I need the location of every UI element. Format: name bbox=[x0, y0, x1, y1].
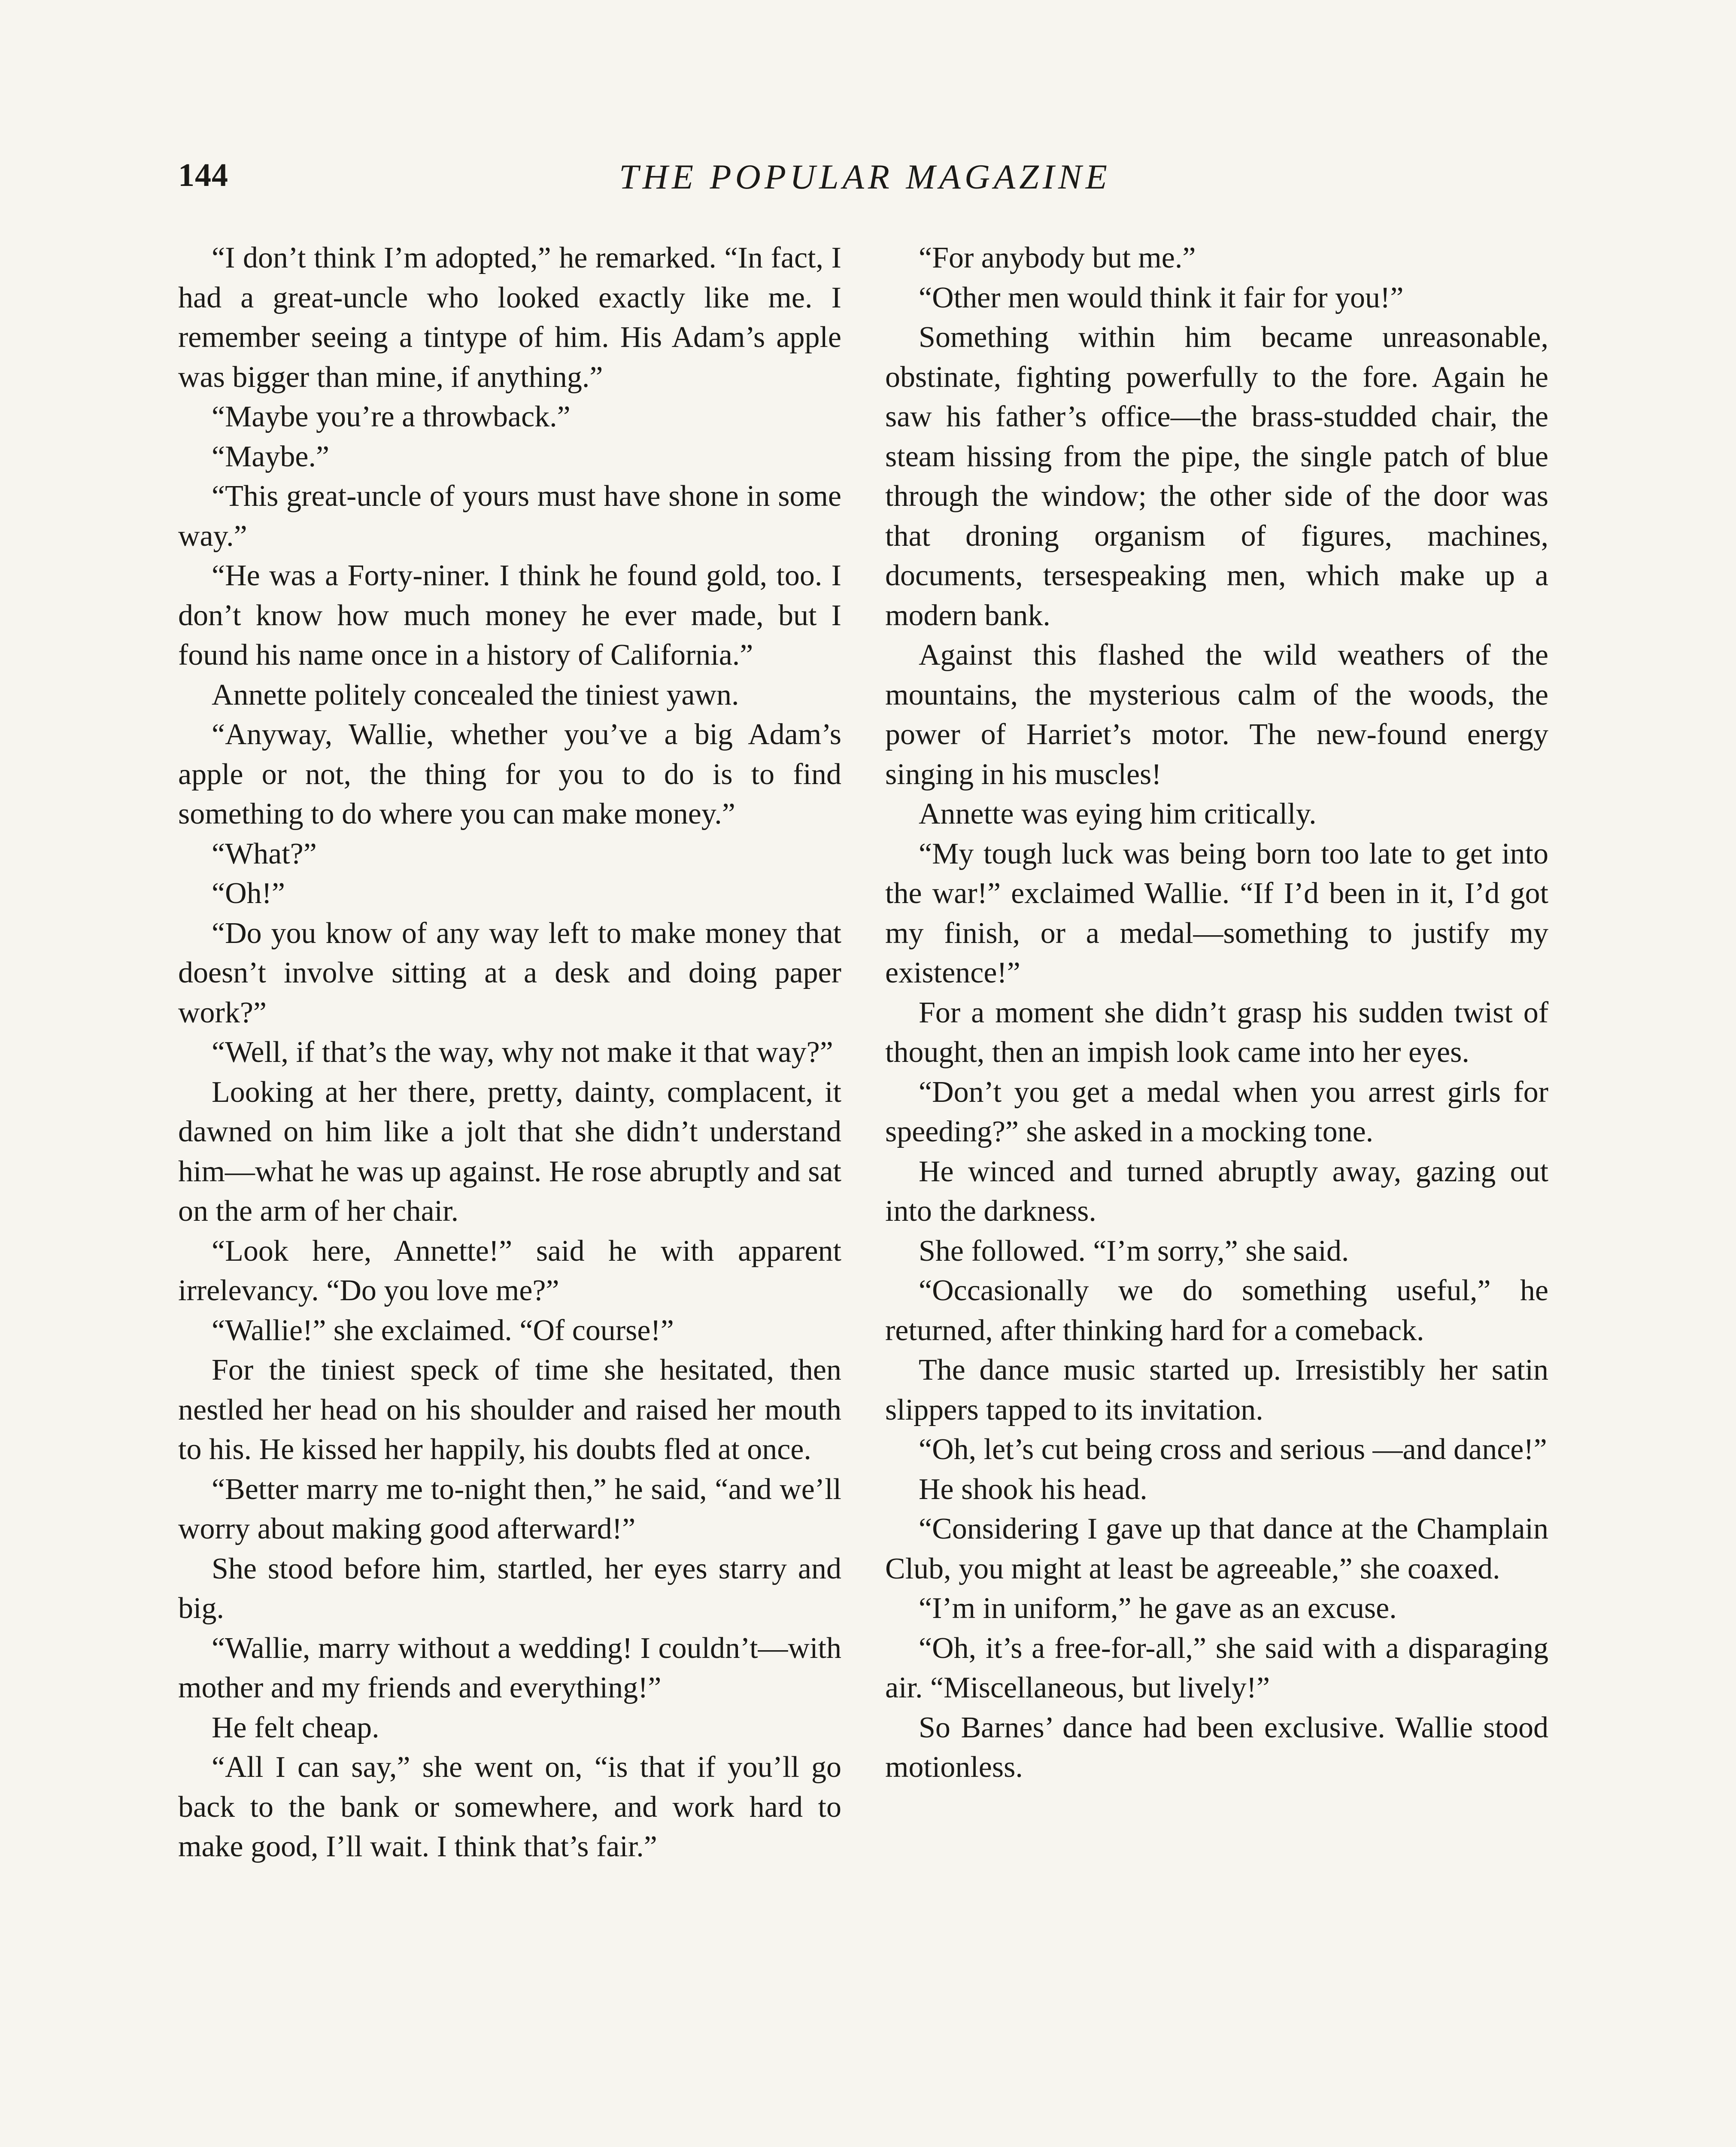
running-title: THE POPULAR MAGAZINE bbox=[619, 157, 1111, 196]
page-number: 144 bbox=[178, 157, 228, 193]
paragraph: “I don’t think I’m adopted,” he remarked. “In fact, I had a great-uncle who looked exactly like me. I remember seeing a tintype of him. His Adam’s apple was bigger than mine, if anything.” bbox=[178, 241, 841, 394]
paragraph: Something within him became unreasonable, obstinate, fighting powerfully to the fore. Again he saw his father’s office—the brass-studded chair, the steam hissing from the pipe, the single patch of blue through the window; the other side of the door was that droning organism of figures, machines, documents, tersespeaking men, which make up a modern bank. bbox=[885, 321, 1548, 632]
paragraph: “Well, if that’s the way, why not make it that way?” bbox=[212, 1036, 833, 1069]
paragraph: Looking at her there, pretty, dainty, complacent, it dawned on him like a jolt that she didn’t understand him—what he was up against. He rose abruptly and sat on the arm of her chair. bbox=[178, 1075, 841, 1228]
paragraph: She followed. “I’m sorry,” she said. bbox=[919, 1234, 1349, 1268]
paragraph: “Look here, Annette!” said he with apparent irrelevancy. “Do you love me?” bbox=[178, 1234, 841, 1307]
paragraph: “Wallie!” she exclaimed. “Of course!” bbox=[212, 1314, 674, 1347]
paragraph: “Anyway, Wallie, whether you’ve a big Adam’s apple or not, the thing for you to do is to find something to do where you can make money.” bbox=[178, 718, 841, 830]
paragraph: “Do you know of any way left to make money that doesn’t involve sitting at a desk and doing paper work?” bbox=[178, 916, 841, 1029]
paragraph: The dance music started up. Irresistibly her satin slippers tapped to its invitation. bbox=[885, 1353, 1548, 1426]
paragraph: “Maybe.” bbox=[212, 440, 330, 473]
paragraph: “Considering I gave up that dance at the Champlain Club, you might at least be agreeable,” she coaxed. bbox=[885, 1512, 1548, 1585]
paragraph: Against this flashed the wild weathers of the mountains, the mysterious calm of the woods, the power of Harriet’s motor. The new-found energy singing in his muscles! bbox=[885, 639, 1548, 791]
page-header bbox=[178, 157, 1552, 204]
paragraph: “Maybe you’re a throwback.” bbox=[212, 400, 571, 433]
paragraph: “Occasionally we do something useful,” he returned, after thinking hard for a comeback. bbox=[885, 1274, 1548, 1347]
paragraph: “He was a Forty-niner. I think he found gold, too. I don’t know how much money he ever made, but I found his name once in a history of California.” bbox=[178, 559, 841, 672]
paragraph: “All I can say,” she went on, “is that if you’ll go back to the bank or somewhere, and work hard to make good, I’ll wait. I think that’s fair.” bbox=[178, 1751, 841, 1863]
paragraph: “My tough luck was being born too late to get into the war!” exclaimed Wallie. “If I’d been in it, I’d got my finish, or a medal—something to justify my existence!” bbox=[885, 837, 1548, 989]
paragraph: Annette politely concealed the tiniest yawn. bbox=[212, 678, 739, 712]
paragraph: “I’m in uniform,” he gave as an excuse. bbox=[919, 1592, 1397, 1625]
paragraph: “Better marry me to-night then,” he said, “and we’ll worry about making good afterward!” bbox=[178, 1472, 841, 1545]
paragraph: “Oh!” bbox=[212, 877, 285, 910]
paragraph: She stood before him, startled, her eyes starry and big. bbox=[178, 1552, 841, 1625]
paragraph: So Barnes’ dance had been exclusive. Wallie stood motionless. bbox=[885, 1711, 1548, 1784]
paragraph: For the tiniest speck of time she hesitated, then nestled her head on his shoulder and raised her mouth to his. He kissed her happily, his doubts fled at once. bbox=[178, 1353, 841, 1466]
paragraph: “This great-uncle of yours must have shone in some way.” bbox=[178, 480, 841, 553]
paragraph: He winced and turned abruptly away, gazing out into the darkness. bbox=[885, 1155, 1548, 1228]
paragraph: He shook his head. bbox=[919, 1472, 1147, 1506]
paragraph: “Wallie, marry without a wedding! I couldn’t—with mother and my friends and everything!” bbox=[178, 1631, 841, 1704]
paragraph: For a moment she didn’t grasp his sudden twist of thought, then an impish look came into her eyes. bbox=[885, 996, 1548, 1069]
left-column bbox=[178, 238, 841, 1867]
paragraph: “Oh, let’s cut being cross and serious —and dance!” bbox=[919, 1433, 1547, 1466]
right-column bbox=[885, 238, 1548, 1788]
paragraph: He felt cheap. bbox=[212, 1711, 379, 1744]
paragraph: “For anybody but me.” bbox=[919, 241, 1196, 274]
paragraph: “What?” bbox=[212, 837, 317, 870]
paragraph: “Oh, it’s a free-for-all,” she said with a disparaging air. “Miscellaneous, but lively!” bbox=[885, 1631, 1548, 1704]
paragraph: “Other men would think it fair for you!” bbox=[919, 281, 1404, 314]
paragraph: Annette was eying him critically. bbox=[919, 797, 1317, 830]
paragraph: “Don’t you get a medal when you arrest girls for speeding?” she asked in a mocking tone. bbox=[885, 1075, 1548, 1148]
